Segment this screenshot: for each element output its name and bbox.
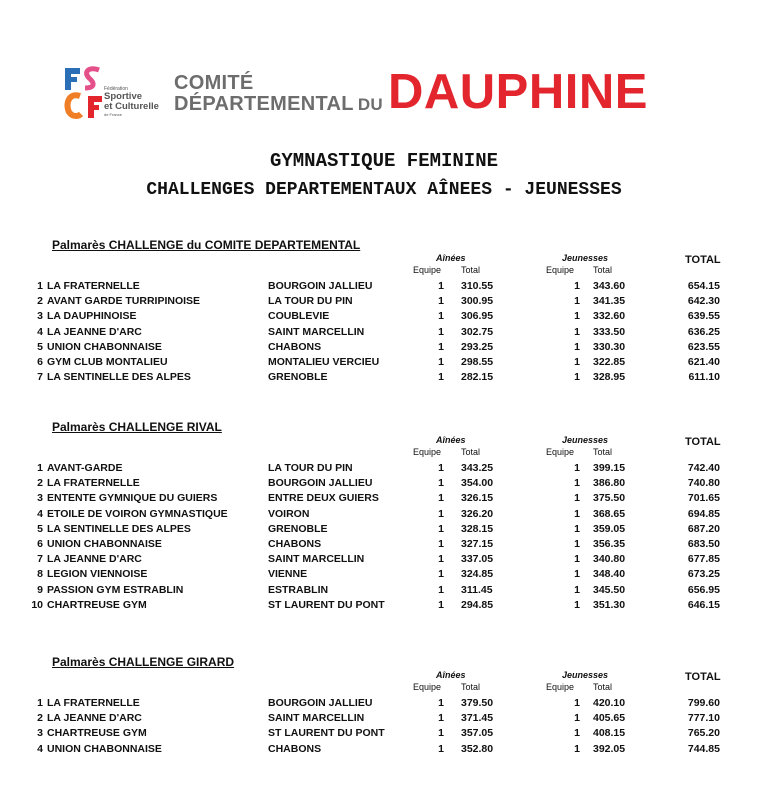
jeunesses-total-cell: 405.65 <box>593 712 626 725</box>
club-cell: LA SENTINELLE DES ALPES <box>47 522 191 535</box>
city-cell: ESTRABLIN <box>268 583 329 596</box>
table-row <box>0 553 768 568</box>
club-cell: AVANT-GARDE <box>47 462 123 474</box>
club-cell: UNION CHABONNAISE <box>47 538 162 550</box>
jeunesses-equipe-cell: 1 <box>574 538 580 550</box>
ainees-equipe-cell: 1 <box>438 462 444 474</box>
city-cell: BOURGOIN JALLIEU <box>268 477 373 490</box>
ainees-total-cell: 352.80 <box>461 742 494 755</box>
ainees-equipe-cell: 1 <box>438 727 444 740</box>
table-row <box>0 508 768 523</box>
jeunesses-total-cell: 386.80 <box>593 477 626 490</box>
table-row <box>0 697 768 712</box>
table-row <box>0 599 768 614</box>
total-cell: 701.65 <box>687 492 720 505</box>
city-cell: CHABONS <box>268 742 322 755</box>
ainees-total-cell: 326.15 <box>461 492 494 505</box>
page-subtitle: CHALLENGES DEPARTEMENTAUX AÎNEES - JEUNESSES <box>146 180 622 200</box>
ainees-total-cell: 311.45 <box>461 583 493 596</box>
jeunesses-equipe-cell: 1 <box>574 310 580 323</box>
jeunesses-total-cell: 408.15 <box>593 727 626 740</box>
ainees-equipe-cell: 1 <box>438 568 444 581</box>
ainees-total-header: Total <box>461 682 481 692</box>
ainees-equipe-cell: 1 <box>438 553 444 566</box>
total-cell: 656.95 <box>687 583 720 596</box>
jeunesses-total-cell: 340.80 <box>593 553 626 566</box>
ainees-equipe-cell: 1 <box>438 522 444 535</box>
club-cell: UNION CHABONNAISE <box>47 340 162 353</box>
table-row <box>0 568 768 583</box>
city-cell: VIENNE <box>268 568 308 581</box>
total-cell: 765.20 <box>687 727 720 740</box>
jeunesses-total-cell: 330.30 <box>593 340 626 353</box>
rank-cell: 4 <box>37 325 43 338</box>
jeunesses-total-cell: 341.35 <box>593 295 626 308</box>
ainees-total-cell: 337.05 <box>461 553 494 566</box>
rank-cell: 9 <box>37 583 43 596</box>
table-row <box>0 371 768 386</box>
rank-cell: 5 <box>37 522 43 535</box>
jeunesses-equipe-cell: 1 <box>574 371 580 384</box>
table-row <box>0 280 768 295</box>
city-cell: MONTALIEU VERCIEU <box>268 356 380 368</box>
total-header: TOTAL <box>685 671 721 683</box>
ainees-total-cell: 328.15 <box>461 522 494 535</box>
ainees-equipe-cell: 1 <box>438 697 444 709</box>
jeunesses-total-cell: 420.10 <box>593 697 626 709</box>
club-cell: LA JEANNE D'ARC <box>47 712 142 725</box>
comite-label: COMITÉ DÉPARTEMENTAL DU <box>174 72 383 115</box>
total-cell: 623.55 <box>687 340 720 353</box>
ainees-equipe-cell: 1 <box>438 492 444 505</box>
table-row <box>0 477 768 492</box>
jeunesses-equipe-cell: 1 <box>574 477 580 490</box>
jeunesses-equipe-cell: 1 <box>574 568 580 581</box>
city-cell: SAINT MARCELLIN <box>268 325 365 338</box>
total-cell: 683.50 <box>687 538 720 550</box>
city-cell: CHABONS <box>268 340 322 353</box>
table-row <box>0 727 768 742</box>
ainees-total-cell: 357.05 <box>461 727 494 740</box>
ainees-total-cell: 306.95 <box>461 310 494 323</box>
city-cell: CHABONS <box>268 538 322 550</box>
page-title: GYMNASTIQUE FEMININE <box>269 150 499 172</box>
jeunesses-equipe-cell: 1 <box>574 727 580 740</box>
ainees-total-header: Total <box>461 447 481 457</box>
ainees-total-header: Total <box>461 265 481 275</box>
jeunesses-equipe-cell: 1 <box>574 742 580 755</box>
city-cell: LA TOUR DU PIN <box>268 462 353 474</box>
ainees-total-cell: 310.55 <box>461 280 494 292</box>
club-cell: ETOILE DE VOIRON GYMNASTIQUE <box>47 507 228 520</box>
total-cell: 611.10 <box>688 371 720 384</box>
club-cell: LA FRATERNELLE <box>47 477 140 490</box>
ainees-equipe-cell: 1 <box>438 340 444 353</box>
total-cell: 642.30 <box>687 295 720 308</box>
jeunesses-equipe-cell: 1 <box>574 325 580 338</box>
ainees-total-cell: 379.50 <box>461 697 494 709</box>
total-cell: 799.60 <box>687 697 720 709</box>
rank-cell: 3 <box>37 492 43 505</box>
table-row <box>0 310 768 325</box>
table-row <box>0 523 768 538</box>
club-cell: PASSION GYM ESTRABLIN <box>47 583 184 596</box>
rank-cell: 7 <box>37 371 43 384</box>
jeunesses-equipe-cell: 1 <box>574 492 580 505</box>
ainees-equipe-cell: 1 <box>438 538 444 550</box>
jeunesses-total-cell: 345.50 <box>593 583 626 596</box>
jeunesses-equipe-header: Equipe <box>546 682 575 692</box>
jeunesses-total-cell: 392.05 <box>593 742 626 755</box>
rank-cell: 6 <box>37 538 43 550</box>
club-cell: UNION CHABONNAISE <box>47 742 162 755</box>
rank-cell: 2 <box>37 712 43 725</box>
city-cell: GRENOBLE <box>268 522 328 535</box>
section-title: Palmarès CHALLENGE RIVAL <box>52 420 222 434</box>
total-cell: 639.55 <box>687 310 720 323</box>
total-cell: 777.10 <box>687 712 720 725</box>
club-cell: GYM CLUB MONTALIEU <box>47 356 168 368</box>
jeunesses-equipe-cell: 1 <box>574 598 580 611</box>
total-cell: 654.15 <box>687 280 720 292</box>
jeunesses-total-cell: 375.50 <box>593 492 626 505</box>
jeunesses-equipe-cell: 1 <box>574 553 580 566</box>
jeunesses-total-cell: 399.15 <box>593 462 626 474</box>
jeunesses-total-cell: 348.40 <box>593 568 626 581</box>
jeunesses-total-cell: 356.35 <box>593 538 626 550</box>
ainees-total-cell: 302.75 <box>461 325 494 338</box>
ainees-total-cell: 293.25 <box>461 340 494 353</box>
city-cell: BOURGOIN JALLIEU <box>268 280 373 292</box>
table-row <box>0 712 768 727</box>
ainees-equipe-cell: 1 <box>438 598 444 611</box>
jeunesses-total-cell: 333.50 <box>593 325 626 338</box>
table-row <box>0 492 768 507</box>
section-title: Palmarès CHALLENGE GIRARD <box>52 655 235 669</box>
jeunesses-total-header: Total <box>593 447 613 457</box>
total-cell: 687.20 <box>687 522 720 535</box>
rank-cell: 2 <box>37 477 43 490</box>
city-cell: ENTRE DEUX GUIERS <box>268 492 379 505</box>
total-cell: 636.25 <box>687 325 720 338</box>
jeunesses-header: Jeunesses <box>562 670 609 680</box>
rank-cell: 2 <box>37 295 43 308</box>
ainees-total-cell: 298.55 <box>461 356 494 368</box>
ainees-equipe-header: Equipe <box>413 682 442 692</box>
jeunesses-total-cell: 351.30 <box>593 598 626 611</box>
total-cell: 621.40 <box>687 356 720 368</box>
total-cell: 742.40 <box>687 462 720 474</box>
total-cell: 646.15 <box>687 598 720 611</box>
ainees-equipe-cell: 1 <box>438 712 444 725</box>
table-row <box>0 356 768 371</box>
rank-cell: 1 <box>37 280 43 292</box>
city-cell: ST LAURENT DU PONT <box>268 727 385 740</box>
rank-cell: 10 <box>31 598 43 611</box>
ainees-total-cell: 282.15 <box>461 371 494 384</box>
club-cell: LA FRATERNELLE <box>47 697 140 709</box>
ainees-equipe-header: Equipe <box>413 447 442 457</box>
total-cell: 744.85 <box>687 742 720 755</box>
total-header: TOTAL <box>685 436 721 448</box>
club-cell: LA FRATERNELLE <box>47 280 140 292</box>
ainees-header: Aînées <box>436 253 466 263</box>
club-cell: CHARTREUSE GYM <box>47 727 147 740</box>
ainees-total-cell: 354.00 <box>461 477 494 490</box>
ainees-total-cell: 324.85 <box>461 568 494 581</box>
jeunesses-total-cell: 332.60 <box>593 310 626 323</box>
jeunesses-equipe-cell: 1 <box>574 280 580 292</box>
jeunesses-equipe-cell: 1 <box>574 583 580 596</box>
federation-name: Fédération Sportive et Culturelle de France <box>104 86 159 117</box>
ainees-equipe-cell: 1 <box>438 356 444 368</box>
jeunesses-equipe-cell: 1 <box>574 356 580 368</box>
ainees-header: Aînées <box>436 670 466 680</box>
jeunesses-equipe-cell: 1 <box>574 522 580 535</box>
ainees-total-cell: 371.45 <box>461 712 494 725</box>
total-header: TOTAL <box>685 254 721 266</box>
table-row <box>0 584 768 599</box>
city-cell: SAINT MARCELLIN <box>268 712 365 725</box>
rank-cell: 4 <box>37 507 43 520</box>
jeunesses-total-cell: 368.65 <box>593 507 626 520</box>
rank-cell: 4 <box>37 742 43 755</box>
jeunesses-total-cell: 322.85 <box>593 356 626 368</box>
club-cell: LA JEANNE D'ARC <box>47 325 142 338</box>
ainees-equipe-cell: 1 <box>438 371 444 384</box>
table-row <box>0 341 768 356</box>
ainees-equipe-cell: 1 <box>438 507 444 520</box>
club-cell: LA DAUPHINOISE <box>47 310 137 323</box>
jeunesses-equipe-cell: 1 <box>574 712 580 725</box>
jeunesses-header: Jeunesses <box>562 253 609 263</box>
jeunesses-equipe-header: Equipe <box>546 447 575 457</box>
ainees-total-cell: 300.95 <box>461 295 494 308</box>
club-cell: LEGION VIENNOISE <box>47 568 148 581</box>
jeunesses-total-header: Total <box>593 265 613 275</box>
ainees-total-cell: 294.85 <box>461 598 494 611</box>
rank-cell: 3 <box>37 727 43 740</box>
club-cell: CHARTREUSE GYM <box>47 598 147 611</box>
city-cell: SAINT MARCELLIN <box>268 553 365 566</box>
jeunesses-header: Jeunesses <box>562 435 609 445</box>
city-cell: BOURGOIN JALLIEU <box>268 697 373 709</box>
city-cell: ST LAURENT DU PONT <box>268 598 385 611</box>
total-cell: 673.25 <box>687 568 720 581</box>
ainees-equipe-cell: 1 <box>438 742 444 755</box>
rank-cell: 8 <box>37 568 43 581</box>
club-cell: AVANT GARDE TURRIPINOISE <box>47 295 201 308</box>
table-row <box>0 462 768 477</box>
ainees-equipe-cell: 1 <box>438 280 444 292</box>
rank-cell: 1 <box>37 697 43 709</box>
club-cell: ENTENTE GYMNIQUE DU GUIERS <box>47 492 218 505</box>
club-cell: LA JEANNE D'ARC <box>47 553 142 566</box>
jeunesses-total-header: Total <box>593 682 613 692</box>
ainees-total-cell: 343.25 <box>461 462 494 474</box>
ainees-total-cell: 327.15 <box>461 538 494 550</box>
ainees-equipe-cell: 1 <box>438 325 444 338</box>
ainees-total-cell: 326.20 <box>461 507 494 520</box>
jeunesses-equipe-cell: 1 <box>574 507 580 520</box>
club-cell: LA SENTINELLE DES ALPES <box>47 371 191 384</box>
ainees-equipe-cell: 1 <box>438 295 444 308</box>
jeunesses-equipe-header: Equipe <box>546 265 575 275</box>
city-cell: VOIRON <box>268 507 310 520</box>
rank-cell: 3 <box>37 310 43 323</box>
fscf-logo <box>63 66 105 120</box>
table-row <box>0 538 768 553</box>
ainees-header: Aînées <box>436 435 466 445</box>
jeunesses-equipe-cell: 1 <box>574 295 580 308</box>
rank-cell: 1 <box>37 462 43 474</box>
table-row <box>0 743 768 758</box>
total-cell: 740.80 <box>687 477 720 490</box>
city-cell: GRENOBLE <box>268 371 328 384</box>
total-cell: 677.85 <box>687 553 720 566</box>
ainees-equipe-header: Equipe <box>413 265 442 275</box>
jeunesses-total-cell: 359.05 <box>593 522 626 535</box>
city-cell: COUBLEVIE <box>268 310 330 323</box>
total-cell: 694.85 <box>687 507 720 520</box>
ainees-equipe-cell: 1 <box>438 477 444 490</box>
jeunesses-total-cell: 328.95 <box>593 371 626 384</box>
jeunesses-equipe-cell: 1 <box>574 697 580 709</box>
rank-cell: 7 <box>37 553 43 566</box>
rank-cell: 6 <box>37 356 43 368</box>
city-cell: LA TOUR DU PIN <box>268 295 353 308</box>
ainees-equipe-cell: 1 <box>438 310 444 323</box>
ainees-equipe-cell: 1 <box>438 583 444 596</box>
jeunesses-total-cell: 343.60 <box>593 280 626 292</box>
jeunesses-equipe-cell: 1 <box>574 462 580 474</box>
jeunesses-equipe-cell: 1 <box>574 340 580 353</box>
table-row <box>0 326 768 341</box>
table-row <box>0 295 768 310</box>
section-title: Palmarès CHALLENGE du COMITE DEPARTEMENTAL <box>52 238 361 252</box>
rank-cell: 5 <box>37 340 43 353</box>
region-title: DAUPHINE <box>388 65 648 119</box>
